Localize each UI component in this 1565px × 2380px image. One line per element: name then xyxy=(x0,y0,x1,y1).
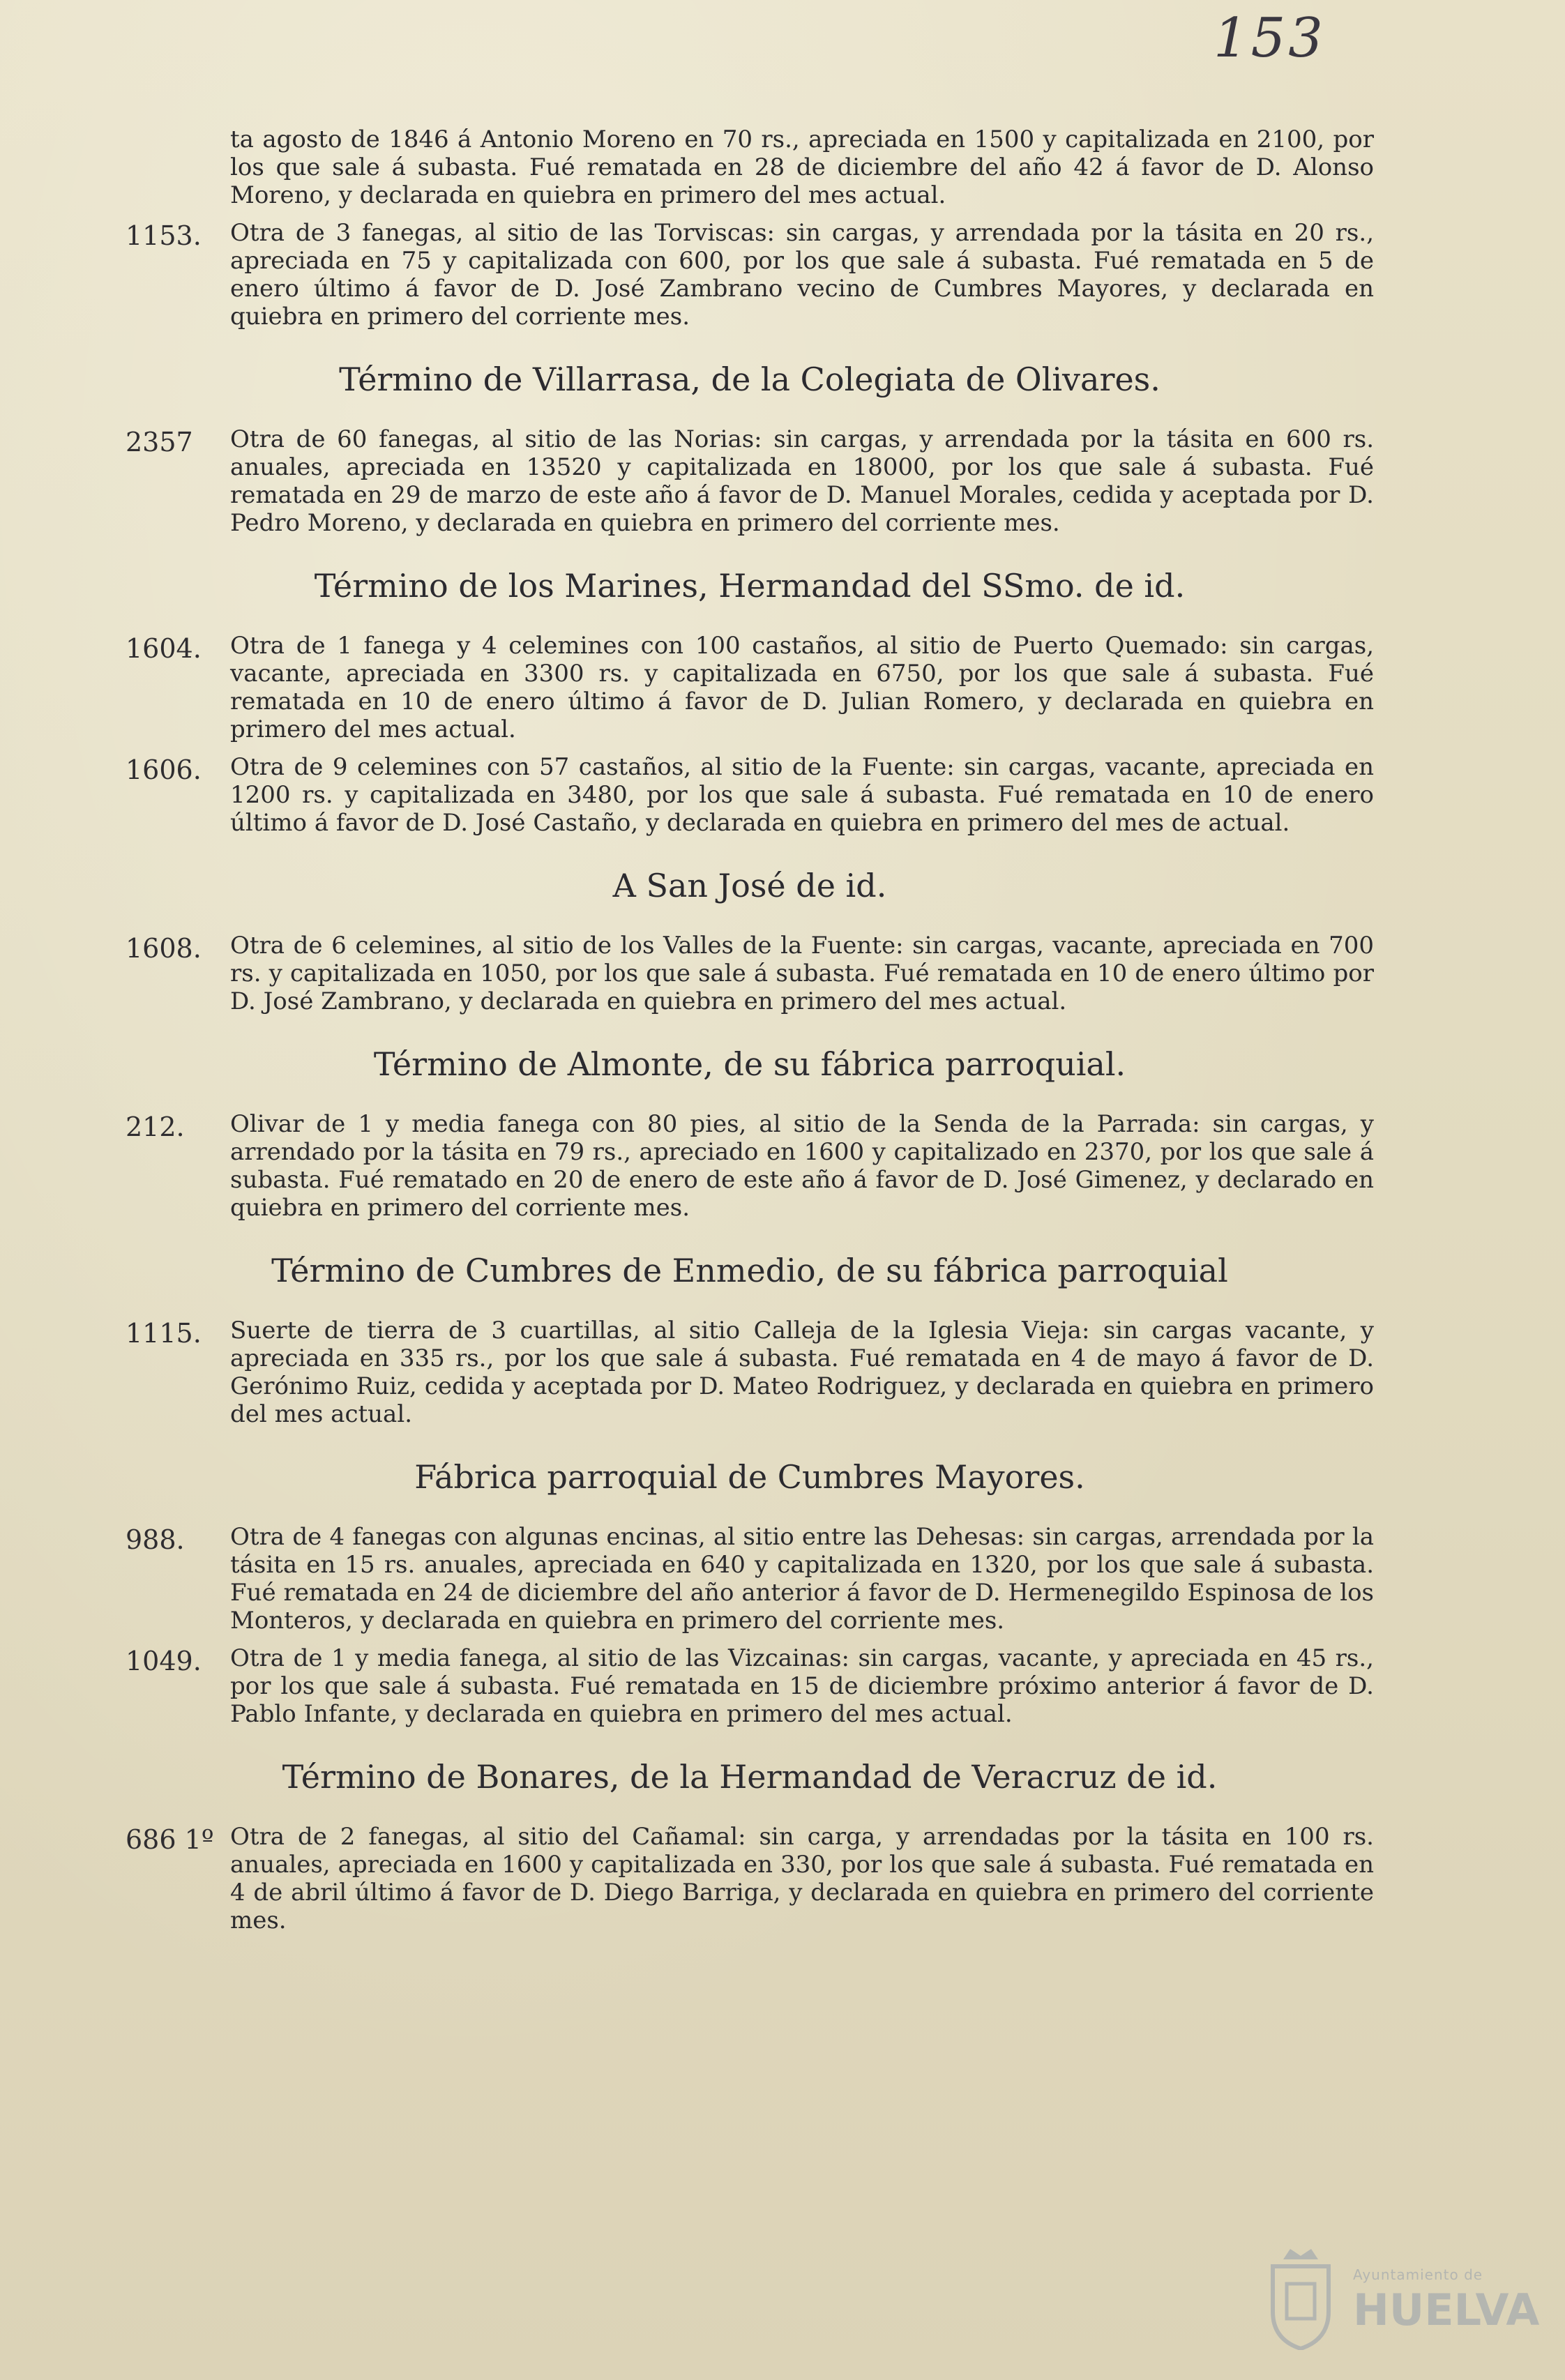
list-item xyxy=(126,932,1374,1015)
entry-text: Otra de 6 celemines, al sitio de los Valles de la Fuente: sin cargas, vacante, apreciada en 700 rs. y capitalizada en 1050, por los que sale á subasta. Fué rematada en 10 de enero último por D. José Zambrano, y declarada en quiebra en primero del mes actual. xyxy=(230,932,1374,1015)
list-item xyxy=(126,1823,1374,1934)
entry-number: 1606. xyxy=(126,755,202,785)
folio-number: 153 xyxy=(1214,7,1326,70)
entry-number: 1608. xyxy=(126,933,202,964)
entry-text: Otra de 1 y media fanega, al sitio de las Vizcainas: sin cargas, vacante, y apreciada en 45 rs., por los que sale á subasta. Fué rematada en 15 de diciembre próximo anterior á favor de D. Pablo Infante, y declarada en quiebra en primero del mes actual. xyxy=(230,1644,1374,1728)
list-item xyxy=(126,219,1374,331)
entry-text: Otra de 1 fanega y 4 celemines con 100 castaños, al sitio de Puerto Quemado: sin cargas, vacante, apreciada en 3300 rs. y capitalizada en 6750, por los que sale á subasta. Fué rematada en 10 de enero último á favor de D. Julian Romero, y declarada en quiebra en primero del mes actual. xyxy=(230,632,1374,743)
document-body xyxy=(126,126,1374,1944)
list-item xyxy=(126,632,1374,743)
entry-text: ta agosto de 1846 á Antonio Moreno en 70 rs., apreciada en 1500 y capitalizada en 2100, por los que sale á subasta. Fué rematada en 28 de diciembre del año 42 á favor de D. Alonso Moreno, y declarada en quiebra en primero del mes actual. xyxy=(230,126,1374,209)
list-item xyxy=(126,126,1374,209)
coat-of-arms-icon xyxy=(1262,2245,1339,2350)
list-item xyxy=(126,753,1374,837)
entry-text: Olivar de 1 y media fanega con 80 pies, al sitio de la Senda de la Parrada: sin cargas, y arrendado por la tásita en 79 rs., apreciado en 1600 y capitalizado en 2370, por los que sale á subasta. Fué rematado en 20 de enero de este año á favor de D. José Gimenez, y declarado en quiebra en primero del corriente mes. xyxy=(230,1110,1374,1222)
stamp-line1: Ayuntamiento de xyxy=(1353,2266,1483,2283)
entry-text: Suerte de tierra de 3 cuartillas, al sitio Calleja de la Iglesia Vieja: sin cargas vacante, y apreciada en 335 rs., por los que sale á subasta. Fué rematada en 4 de mayo á favor de D. Gerónimo Ruiz, cedida y aceptada por D. Mateo Rodriguez, y declarada en quiebra en primero del mes actual. xyxy=(230,1317,1374,1428)
section-heading: Término de Villarrasa, de la Colegiata de Olivares. xyxy=(339,361,1160,398)
entry-number: 1115. xyxy=(126,1318,202,1349)
entry-number: 686 1º xyxy=(126,1824,214,1855)
list-item xyxy=(126,425,1374,537)
archive-stamp xyxy=(1262,2245,1540,2357)
entry-number: 212. xyxy=(126,1112,185,1142)
list-item xyxy=(126,1317,1374,1428)
entry-number: 1153. xyxy=(126,220,202,251)
stamp-line2: HUELVA xyxy=(1353,2284,1540,2335)
list-item xyxy=(126,1644,1374,1728)
section-heading: A San José de id. xyxy=(612,867,887,904)
entry-number: 2357 xyxy=(126,427,193,457)
entry-text: Otra de 4 fanegas con algunas encinas, al sitio entre las Dehesas: sin cargas, arrendada por la tásita en 15 rs. anuales, apreciada en 640 y capitalizada en 1320, por los que sale á subasta. Fué rematada en 24 de diciembre del año anterior á favor de D. Hermenegildo Espinosa de los Monteros, y declarada en quiebra en primero del corriente mes. xyxy=(230,1523,1374,1635)
entry-number: 1604. xyxy=(126,633,202,664)
section-heading: Fábrica parroquial de Cumbres Mayores. xyxy=(414,1458,1085,1496)
section-heading: Término de Cumbres de Enmedio, de su fábrica parroquial xyxy=(271,1252,1228,1289)
entry-number: 1049. xyxy=(126,1646,202,1676)
entry-text: Otra de 3 fanegas, al sitio de las Torviscas: sin cargas, y arrendada por la tásita en 20 rs., apreciada en 75 y capitalizada con 600, por los que sale á subasta. Fué rematada en 5 de enero último á favor de D. José Zambrano vecino de Cumbres Mayores, y declarada en quiebra en primero del corriente mes. xyxy=(230,219,1374,331)
list-item xyxy=(126,1110,1374,1222)
section-heading: Término de Almonte, de su fábrica parroquial. xyxy=(373,1045,1126,1083)
entry-number: 988. xyxy=(126,1524,185,1555)
entry-text: Otra de 60 fanegas, al sitio de las Norias: sin cargas, y arrendada por la tásita en 600 rs. anuales, apreciada en 13520 y capitalizada en 18000, por los que sale á subasta. Fué rematada en 29 de marzo de este año á favor de D. Manuel Morales, cedida y aceptada por D. Pedro Moreno, y declarada en quiebra en primero del corriente mes. xyxy=(230,425,1374,537)
section-heading: Término de Bonares, de la Hermandad de Veracruz de id. xyxy=(282,1758,1218,1796)
entry-text: Otra de 9 celemines con 57 castaños, al sitio de la Fuente: sin cargas, vacante, apreciada en 1200 rs. y capitalizada en 3480, por los que sale á subasta. Fué rematada en 10 de enero último á favor de D. José Castaño, y declarada en quiebra en primero del mes de actual. xyxy=(230,753,1374,837)
section-heading: Término de los Marines, Hermandad del SSmo. de id. xyxy=(314,567,1186,605)
entry-text: Otra de 2 fanegas, al sitio del Cañamal: sin carga, y arrendadas por la tásita en 100 rs. anuales, apreciada en 1600 y capitalizada en 330, por los que sale á subasta. Fué rematada en 4 de abril último á favor de D. Diego Barriga, y declarada en quiebra en primero del corriente mes. xyxy=(230,1823,1374,1934)
list-item xyxy=(126,1523,1374,1635)
